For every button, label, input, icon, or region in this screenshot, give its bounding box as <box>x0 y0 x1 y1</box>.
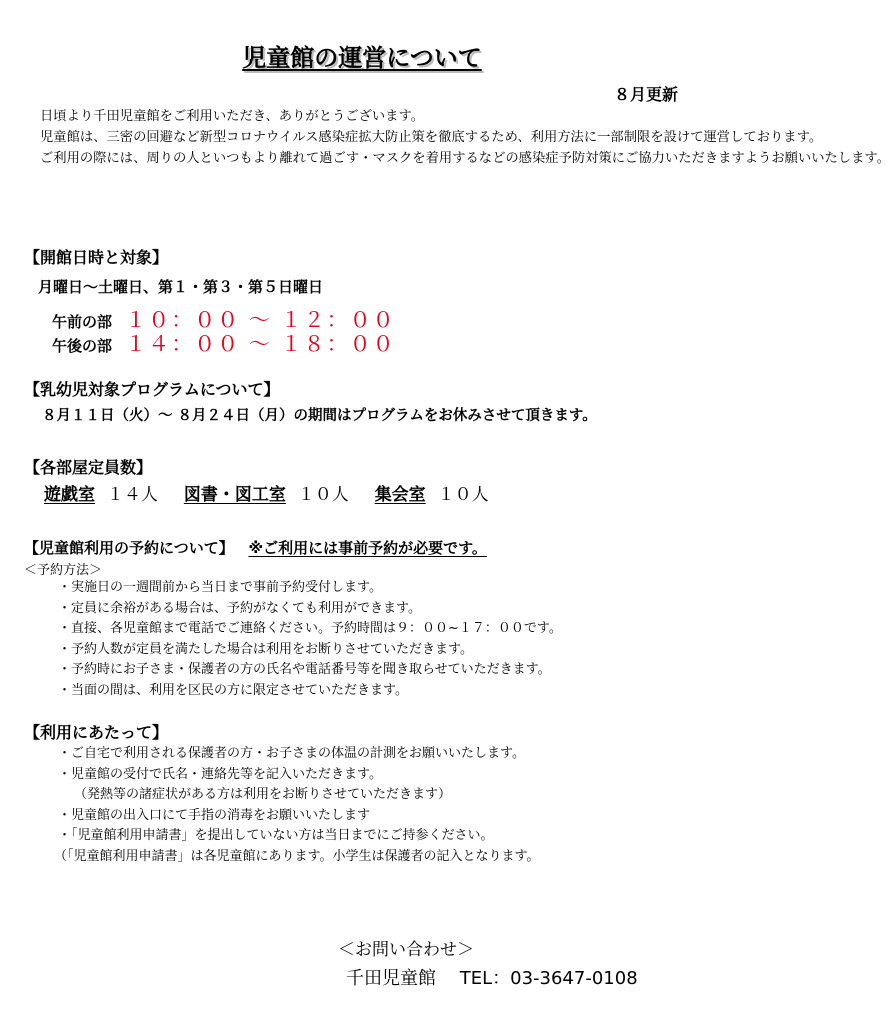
reservation-list <box>58 578 562 702</box>
list-item: ・予約人数が定員を満たした場合は利用をお断りさせていただきます。 <box>58 641 473 657</box>
capacity-heading: 【各部屋定員数】 <box>24 458 153 477</box>
pm-time: １４：００ ～ １８：００ <box>125 332 396 356</box>
reservation-note: ※ご利用には事前予約が必要です。 <box>248 539 487 557</box>
update-label: ８月更新 <box>613 85 678 104</box>
list-item: ・ご自宅で利用される保護者の方・お子さまの体温の計測をお願いいたします。 <box>58 746 525 761</box>
usage-heading: 【利用にあたって】 <box>24 723 169 742</box>
reservation-method-label: ＜予約方法＞ <box>24 563 103 578</box>
reservation-heading: 【児童館利用の予約について】 <box>24 539 234 557</box>
page-title: 児童館の運営について <box>242 44 482 72</box>
usage-list <box>58 744 525 847</box>
hours-pm-row <box>52 328 396 358</box>
list-item: ・直接、各児童館まで電話でご連絡ください。予約時間は９：００~１７：００です。 <box>58 621 562 637</box>
intro-paragraph: 児童館は、三密の回避など新型コロナウイルス感染症拡大防止策を徹底するため、利用方法に一部制限を設けて運営しております。 <box>40 130 823 145</box>
list-item: ・児童館の受付で氏名・連絡先等を記入いただきます。 <box>58 766 382 782</box>
contact-tel: TEL：03-3647-0108 <box>459 968 638 989</box>
list-item: ・定員に余裕がある場合は、予約がなくても利用ができます。 <box>58 600 421 616</box>
room-count: １０人 <box>297 485 349 505</box>
list-item: （発熱等の諸症状がある方は利用をお断りさせていただきます） <box>74 787 452 803</box>
room-count: １４人 <box>106 485 158 505</box>
hours-days: 月曜日～土曜日、第１・第３・第５日曜日 <box>38 278 324 296</box>
room-count: １０人 <box>437 485 489 505</box>
room-name: 遊戯室 <box>44 485 95 505</box>
contact-row <box>346 964 638 990</box>
room-name: 集会室 <box>374 485 426 505</box>
am-label: 午前の部 <box>52 313 113 331</box>
am-time: １０：００ ～ １２：００ <box>125 308 396 332</box>
hours-heading: 【開館日時と対象】 <box>24 248 169 267</box>
capacity-rooms <box>44 480 489 505</box>
intro-paragraph: ご利用の際には、周りの人といつもより離れて過ごす・マスクを着用するなどの感染症予防対策にご協力いただきますようお願いいたします。 <box>40 151 890 166</box>
intro-paragraph: 日頃より千田児童館をご利用いただき、ありがとうございます。 <box>40 109 425 124</box>
pm-label: 午後の部 <box>52 337 113 355</box>
list-item: ・実施日の一週間前から当日まで事前予約受付します。 <box>58 580 382 595</box>
list-item: ・「児童館利用申請書」を提出していない方は当日までにご持参ください。 <box>58 828 494 844</box>
list-item: ・予約時にお子さま・保護者の方の氏名や電話番号等を聞き取らせていただきます。 <box>58 662 551 678</box>
infant-text: ８月１１日（火）～ ８月２４日（月）の期間はプログラムをお休みさせて頂きます。 <box>42 408 597 424</box>
reservation-heading-row <box>24 537 487 558</box>
intro-text <box>26 106 890 169</box>
room-name: 図書・図工室 <box>183 485 286 505</box>
list-item: ・児童館の出入口にて手指の消毒をお願いいたします <box>58 807 371 823</box>
contact-label: ＜お問い合わせ＞ <box>338 940 474 960</box>
infant-heading: 【乳幼児対象プログラムについて】 <box>24 380 280 399</box>
contact-name: 千田児童館 <box>346 968 436 989</box>
usage-note: （「児童館利用申請書」は各児童館にあります。小学生は保護者の記入となります。 <box>54 849 540 864</box>
list-item: ・当面の間は、利用を区民の方に限定させていただきます。 <box>58 682 408 698</box>
